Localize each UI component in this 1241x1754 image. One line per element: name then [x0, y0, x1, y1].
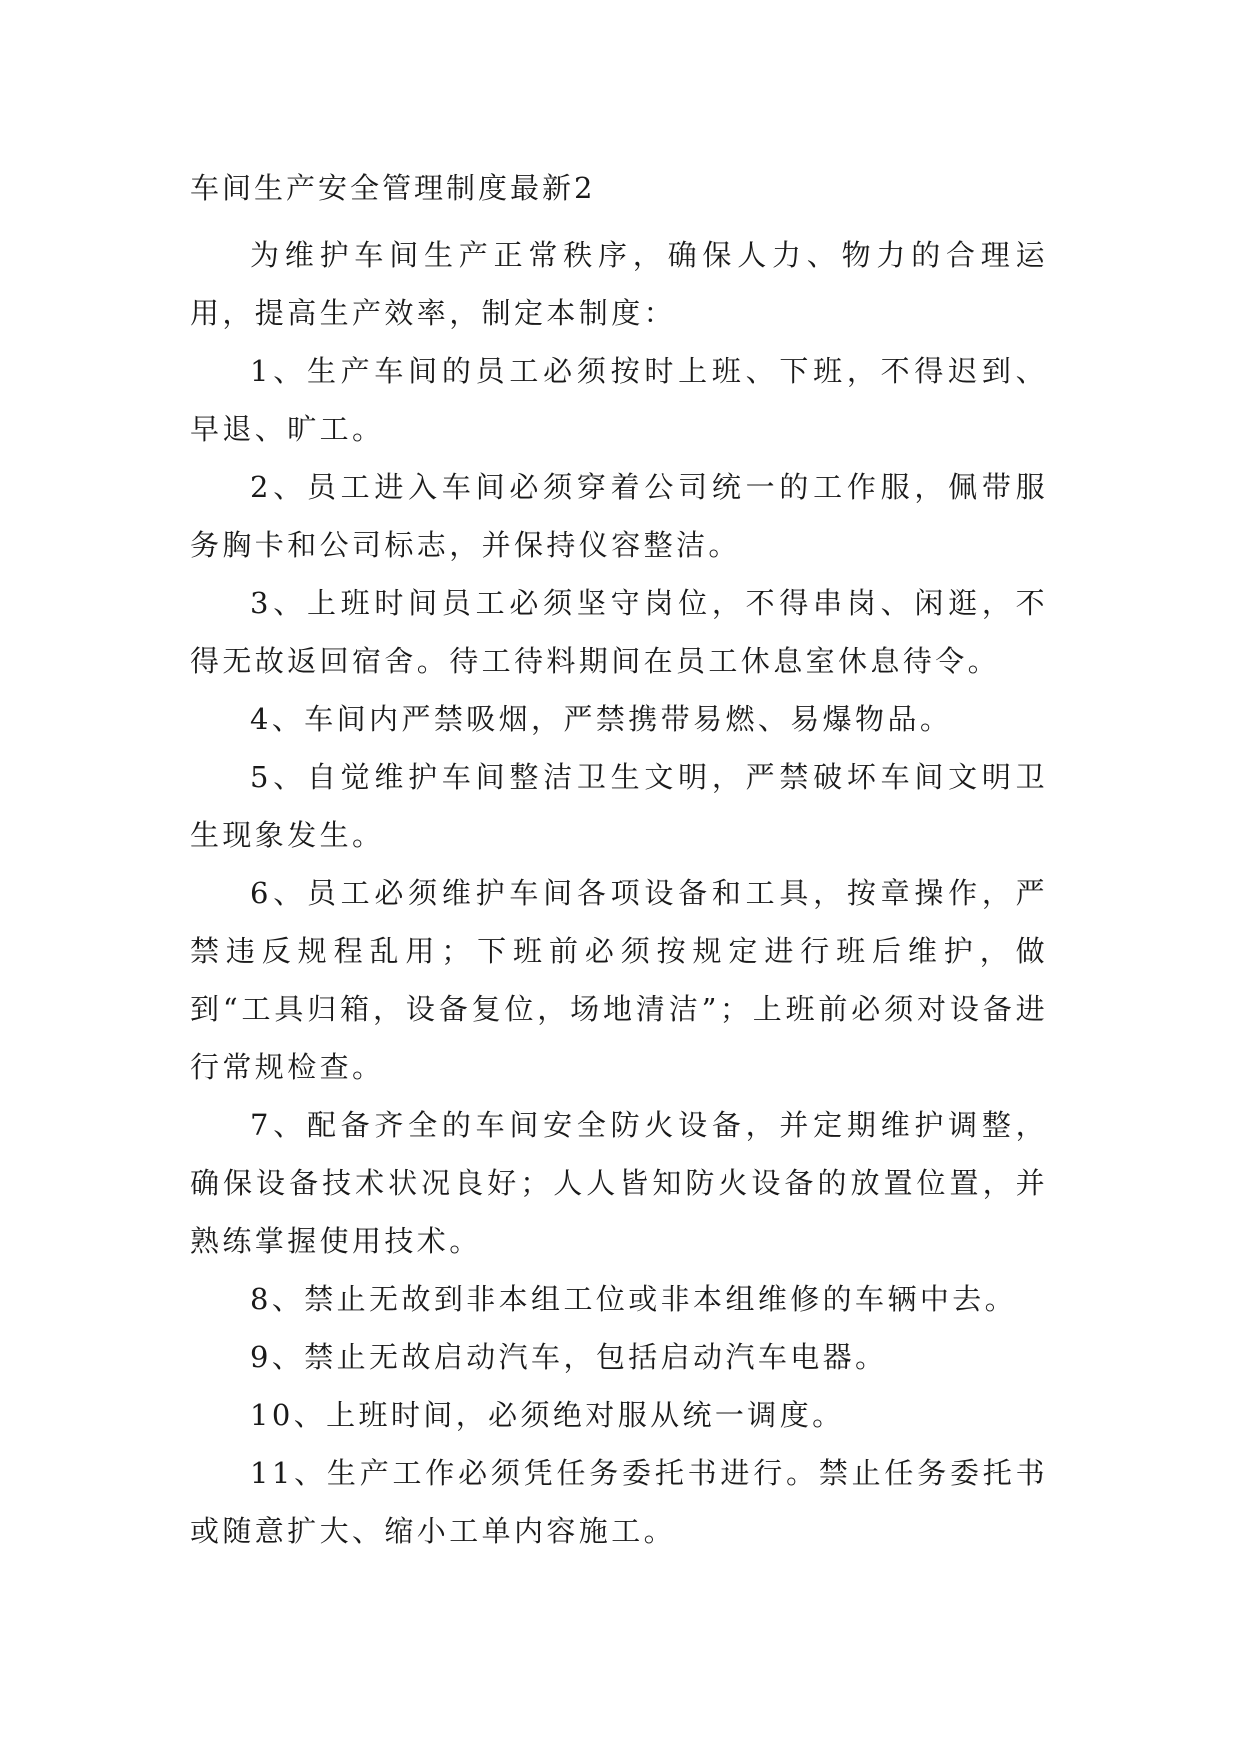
paragraph-item-6: 6、员工必须维护车间各项设备和工具，按章操作，严禁违反规程乱用；下班前必须按规定进行班后维护，做到“工具归箱，设备复位，场地清洁”；上班前必须对设备进行常规检查。: [190, 876, 1048, 1084]
paragraph-item-10: 10、上班时间，必须绝对服从统一调度。: [250, 1398, 845, 1432]
paragraph-intro: 为维护车间生产正常秩序，确保人力、物力的合理运用，提高生产效率，制定本制度：: [190, 238, 1048, 330]
paragraph-item-2: 2、员工进入车间必须穿着公司统一的工作服，佩带服务胸卡和公司标志，并保持仪容整洁。: [190, 470, 1048, 562]
paragraph-item-8: 8、禁止无故到非本组工位或非本组维修的车辆中去。: [250, 1282, 1018, 1316]
paragraph-item-4: 4、车间内严禁吸烟，严禁携带易燃、易爆物品。: [250, 702, 953, 736]
paragraph-item-9: 9、禁止无故启动汽车，包括启动汽车电器。: [250, 1340, 888, 1374]
paragraph-item-11: 11、生产工作必须凭任务委托书进行。禁止任务委托书或随意扩大、缩小工单内容施工。: [190, 1456, 1048, 1548]
paragraph-item-3: 3、上班时间员工必须坚守岗位，不得串岗、闲逛，不得无故返回宿舍。待工待料期间在员工休息室休息待令。: [190, 586, 1048, 678]
paragraph-item-5: 5、自觉维护车间整洁卫生文明，严禁破坏车间文明卫生现象发生。: [190, 760, 1048, 852]
document-title: 车间生产安全管理制度最新2: [190, 171, 596, 205]
paragraph-item-7: 7、配备齐全的车间安全防火设备，并定期维护调整，确保设备技术状况良好；人人皆知防火设备的放置位置，并熟练掌握使用技术。: [190, 1108, 1048, 1258]
paragraph-item-1: 1、生产车间的员工必须按时上班、下班，不得迟到、早退、旷工。: [190, 354, 1048, 446]
document-page: [190, 168, 1048, 1560]
